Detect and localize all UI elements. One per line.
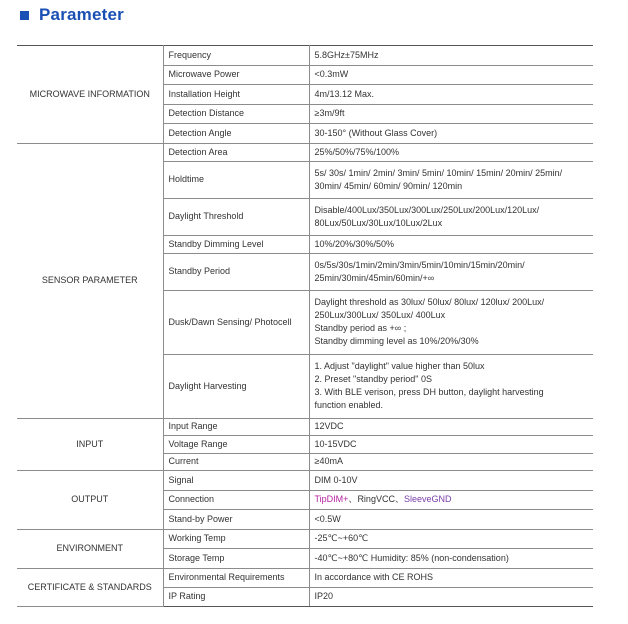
param-value	[309, 354, 593, 418]
param-label: Frequency	[163, 46, 309, 66]
bullet-square-icon	[20, 11, 29, 20]
category-microwave: MICROWAVE INFORMATION	[17, 46, 163, 144]
param-value: -40℃~+80℃ Humidity: 85% (non-condensation)	[309, 549, 593, 569]
value-line: 30min/ 45min/ 60min/ 90min/ 120min	[314, 180, 463, 191]
sleeve-label: SleeveGND	[403, 494, 452, 505]
param-value: <0.3mW	[309, 65, 593, 85]
param-value	[309, 161, 593, 198]
table-row	[17, 143, 593, 161]
value-line: 3. With BLE verison, press DH button, daylight harvesting	[314, 387, 544, 397]
param-label: Standby Dimming Level	[163, 235, 309, 253]
value-line: Disable/400Lux/350Lux/300Lux/250Lux/200Lux/120Lux/	[314, 204, 540, 215]
param-label: Connection	[163, 490, 309, 510]
param-value: 4m/13.12 Max.	[309, 85, 593, 105]
value-line: 5s/ 30s/ 1min/ 2min/ 3min/ 5min/ 10min/ 15min/ 20min/ 25min/	[314, 167, 563, 178]
value-line: Daylight threshold as 30lux/ 50lux/ 80lux/ 120lux/ 200Lux/	[314, 297, 545, 307]
value-line: 0s/5s/30s/1min/2min/3min/5min/10min/15min/20min/	[314, 259, 525, 270]
value-line: Standby period as +∞ ;	[314, 323, 407, 333]
param-value: ≥40mA	[309, 453, 593, 471]
param-label: Standby Period	[163, 253, 309, 290]
param-value	[309, 198, 593, 235]
value-line: 25min/30min/45min/60min/+∞	[314, 272, 435, 283]
category-sensor: SENSOR PARAMETER	[17, 143, 163, 418]
param-label: Current	[163, 453, 309, 471]
param-value: 5.8GHz±75MHz	[309, 46, 593, 66]
value-line: Standby dimming level as 10%/20%/30%	[314, 336, 479, 346]
param-label: Installation Height	[163, 85, 309, 105]
category-output: OUTPUT	[17, 471, 163, 530]
table-row	[17, 529, 593, 549]
ring-label: RingVCC	[357, 494, 395, 505]
category-environment: ENVIRONMENT	[17, 529, 163, 568]
connection-value	[309, 490, 593, 510]
table-row	[17, 418, 593, 436]
param-label: Detection Distance	[163, 104, 309, 124]
param-label: IP Rating	[163, 587, 309, 606]
table-row	[17, 568, 593, 587]
param-label: Daylight Harvesting	[163, 354, 309, 418]
param-value: <0.5W	[309, 510, 593, 530]
param-label: Microwave Power	[163, 65, 309, 85]
table-row	[17, 46, 593, 66]
param-value: 10-15VDC	[309, 436, 593, 454]
param-label: Detection Angle	[163, 124, 309, 144]
parameter-table	[17, 45, 593, 607]
param-label: Signal	[163, 471, 309, 491]
param-value: IP20	[309, 587, 593, 606]
param-value: -25℃~+60℃	[309, 529, 593, 549]
param-value: 12VDC	[309, 418, 593, 436]
param-label: Working Temp	[163, 529, 309, 549]
table-row	[17, 471, 593, 491]
section-heading	[20, 4, 124, 26]
param-label: Holdtime	[163, 161, 309, 198]
value-line: 80Lux/50Lux/30Lux/10Lux/2Lux	[314, 217, 443, 228]
category-certificate: CERTIFICATE & STANDARDS	[17, 568, 163, 606]
param-value: 25%/50%/75%/100%	[309, 143, 593, 161]
param-value: ≥3m/9ft	[309, 104, 593, 124]
param-label: Daylight Threshold	[163, 198, 309, 235]
separator: 、	[348, 494, 358, 505]
category-input: INPUT	[17, 418, 163, 471]
param-value: 10%/20%/30%/50%	[309, 235, 593, 253]
separator: 、	[394, 494, 404, 505]
tip-label: TipDIM+	[314, 494, 349, 505]
value-line: 1. Adjust "daylight" value higher than 50lux	[314, 361, 485, 371]
value-line: 250Lux/300Lux/ 350Lux/ 400Lux	[314, 310, 446, 320]
page-title: Parameter	[39, 5, 124, 24]
param-label: Storage Temp	[163, 549, 309, 569]
param-label: Input Range	[163, 418, 309, 436]
param-value	[309, 290, 593, 354]
param-value: 30-150° (Without Glass Cover)	[309, 124, 593, 144]
param-value	[309, 253, 593, 290]
param-value: In accordance with CE ROHS	[309, 568, 593, 587]
param-value: DIM 0-10V	[309, 471, 593, 491]
param-label: Stand-by Power	[163, 510, 309, 530]
param-label: Detection Area	[163, 143, 309, 161]
value-line: function enabled.	[314, 400, 384, 410]
value-line: 2. Preset "standby period" 0S	[314, 374, 432, 384]
param-label: Voltage Range	[163, 436, 309, 454]
param-label: Environmental Requirements	[163, 568, 309, 587]
param-label: Dusk/Dawn Sensing/ Photocell	[163, 290, 309, 354]
